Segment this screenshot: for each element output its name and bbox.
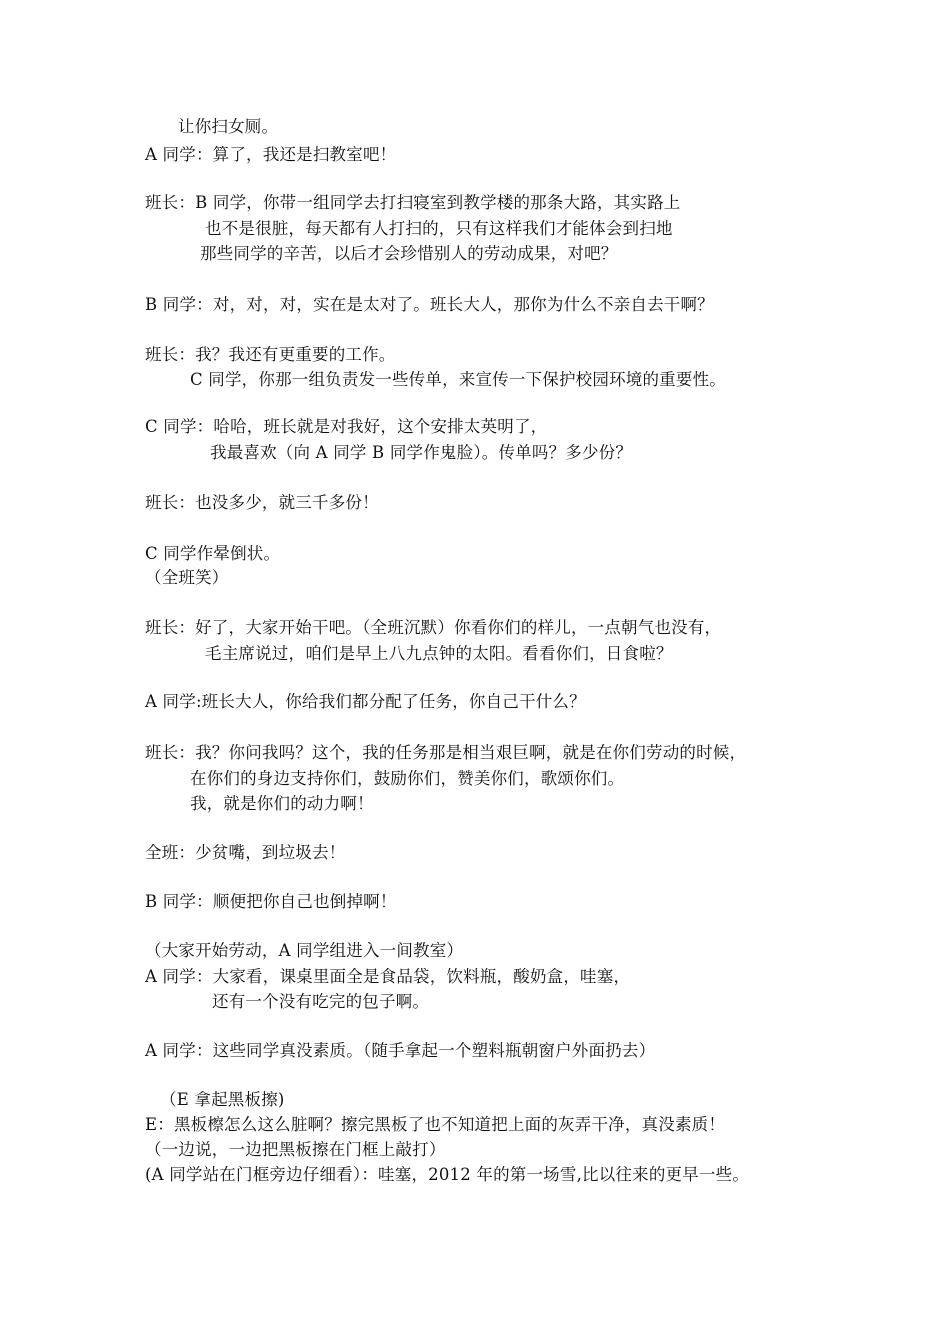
script-line: A 同学：这些同学真没素质。（随手拿起一个塑料瓶朝窗户外面扔去） bbox=[145, 1041, 656, 1060]
script-line: (A 同学站在门框旁边仔细看）：哇塞，2012 年的第一场雪,比以往来的更早一些。 bbox=[145, 1165, 750, 1184]
script-line: C 同学，你那一组负责发一些传单，来宣传一下保护校园环境的重要性。 bbox=[190, 370, 726, 389]
script-line: C 同学作晕倒状。 bbox=[145, 544, 281, 563]
script-line: C 同学：哈哈，班长就是对我好，这个安排太英明了， bbox=[145, 417, 548, 436]
script-line: 也不是很脏，每天都有人打扫的，只有这样我们才能体会到扫地 bbox=[205, 219, 673, 238]
script-line: 我最喜欢（向 A 同学 B 同学作鬼脸）。传单吗？多少份？ bbox=[210, 443, 633, 462]
script-line: A 同学：大家看，课桌里面全是食品袋，饮料瓶，酸奶盒，哇塞， bbox=[145, 967, 631, 986]
script-line: 在你们的身边支持你们，鼓励你们，赞美你们，歌颂你们。 bbox=[190, 769, 625, 788]
script-line: 班长：我？你问我吗？这个，我的任务那是相当艰巨啊，就是在你们劳动的时候， bbox=[145, 743, 747, 762]
script-line: B 同学：对，对，对，实在是太对了。班长大人，那你为什么不亲自去干啊？ bbox=[145, 295, 714, 314]
script-line: 班长：我？我还有更重要的工作。 bbox=[145, 345, 396, 364]
script-line: （大家开始劳动，A 同学组进入一间教室） bbox=[145, 941, 464, 960]
script-line: （E 拿起黑板擦) bbox=[160, 1090, 285, 1109]
script-line: A 同学:班长大人，你给我们都分配了任务，你自己干什么？ bbox=[145, 692, 586, 711]
script-line: 毛主席说过，咱们是早上八九点钟的太阳。看看你们，日食啦？ bbox=[205, 644, 673, 663]
script-line: 我，就是你们的动力啊！ bbox=[190, 794, 374, 813]
script-line: E：黑板檫怎么这么脏啊？擦完黑板了也不知道把上面的灰弄干净，真没素质！ bbox=[145, 1115, 726, 1134]
script-line: 还有一个没有吃完的包子啊。 bbox=[212, 992, 430, 1011]
script-line: B 同学：顺便把你自己也倒掉啊！ bbox=[145, 892, 397, 911]
script-line: 那些同学的辛苦，以后才会珍惜别人的劳动成果，对吧？ bbox=[200, 244, 618, 263]
script-line: 全班：少贫嘴，到垃圾去！ bbox=[145, 843, 346, 862]
script-line: 班长：也没多少，就三千多份！ bbox=[145, 493, 379, 512]
script-line: （全班笑） bbox=[145, 568, 229, 587]
script-line: 让你扫女厕。 bbox=[178, 117, 279, 136]
script-line: 班长：好了，大家开始干吧。（全班沉默）你看你们的样儿，一点朝气也没有， bbox=[145, 618, 722, 637]
script-line: A 同学：算了，我还是扫教室吧！ bbox=[145, 145, 397, 164]
script-line: （一边说，一边把黑板擦在门框上敲打） bbox=[145, 1140, 446, 1159]
script-line: 班长：B 同学，你带一组同学去打扫寝室到教学楼的那条大路，其实路上 bbox=[145, 193, 681, 212]
